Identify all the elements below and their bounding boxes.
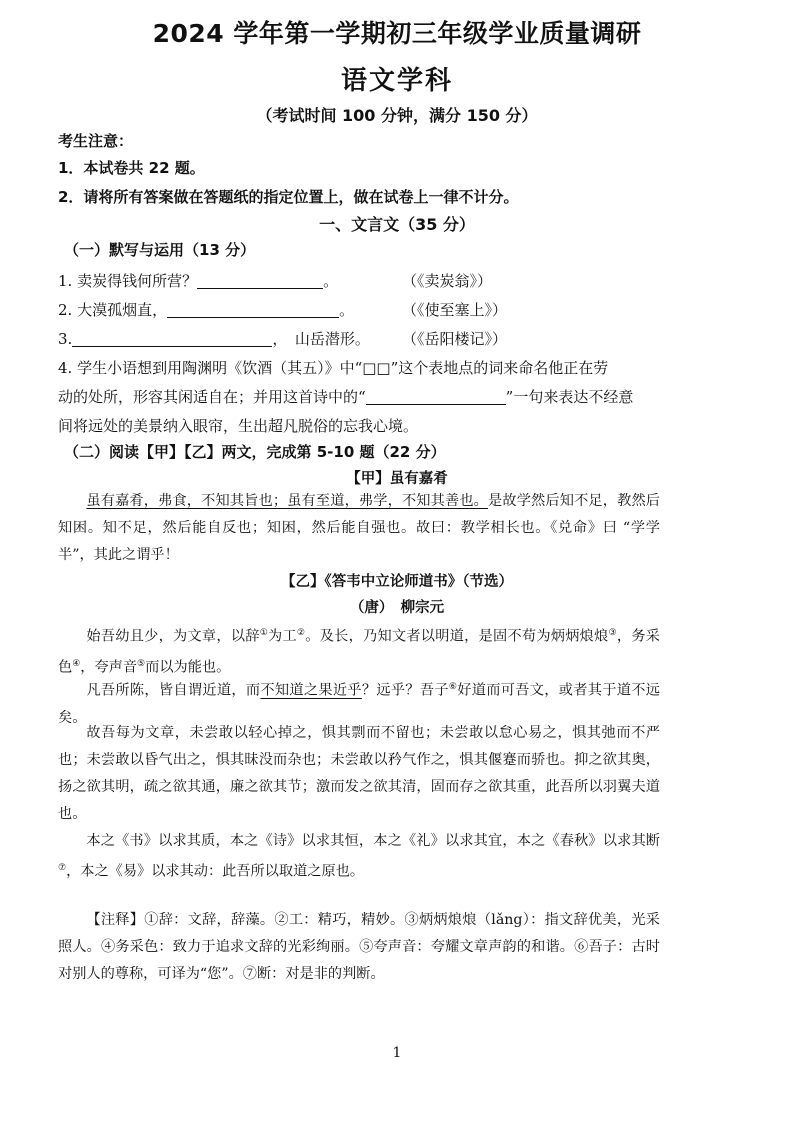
answer-blank	[167, 302, 339, 318]
yi-p1-a: 始吾幼且少，为文章，以辞	[86, 628, 260, 645]
yi-p1-e: ，夸声音	[80, 659, 138, 676]
footnote-4: ④	[72, 658, 81, 669]
q2-text: 2. 大漠孤烟直，	[58, 301, 168, 319]
q2-source: （《使至塞上》）	[402, 301, 508, 319]
jia-passage	[58, 488, 660, 569]
q3-suffix: ， 山岳潜形。	[272, 330, 370, 348]
footnote-7: ⑦	[58, 863, 67, 873]
yi-paragraph-4	[58, 828, 660, 886]
q1-text: 1. 卖炭得钱何所营？	[58, 272, 198, 290]
yi-p1-d: ，务采色	[58, 628, 660, 676]
question-3	[58, 328, 370, 349]
q4-text-a: 动的处所，形容其闲适自在；并用这首诗中的“	[58, 388, 366, 406]
footnote-2: ②	[296, 628, 306, 638]
q2-suffix: 。	[339, 301, 355, 319]
footnote-3: ③	[608, 628, 617, 638]
yi-paragraph-1	[58, 620, 660, 681]
jia-underlined-sentence: 虽有嘉肴，弗食，不知其旨也；虽有至道，弗学，不知其善也。	[86, 493, 489, 509]
exam-title: 2024 学年第一学期初三年级学业质量调研	[152, 19, 642, 48]
yi-p2-c: 好道而可吾文，或者其于道不远矣。	[58, 682, 660, 726]
q1-suffix: 。	[323, 272, 339, 290]
answer-blank	[366, 389, 506, 405]
notice-item-2: 2．请将所有答案做在答题纸的指定位置上，做在试卷上一律不计分。	[58, 188, 519, 206]
notice-heading: 考生注意：	[58, 132, 134, 150]
annotations: 【注释】①辞：文辞，辞藻。②工：精巧，精妙。③炳炳烺烺（lǎng）：指文辞优美，光采照人。④务采色：致力于追求文辞的光彩绚丽。⑤夸声音：夸耀文章声韵的和谐。⑥吾子：古时对别人的尊称，可译为“您”。⑦断：对是非的判断。	[58, 912, 660, 982]
footnote-1: ①	[259, 628, 269, 638]
section-1-title: 一、文言文（35 分）	[319, 215, 475, 234]
yi-title: 【乙】《答韦中立论师道书》（节选）	[281, 573, 513, 590]
yi-underlined-phrase: 不知道之果近乎	[260, 682, 362, 699]
jia-passage-rest: 是故学然后知不足，教然后知困。知不足，然后能自反也；知困，然后能自强也。故曰：教学相长也。《兑命》曰 “学学半”，其此之谓乎！	[58, 493, 660, 563]
question-1	[58, 270, 338, 291]
answer-blank	[197, 273, 323, 289]
yi-author: （唐） 柳宗元	[349, 599, 445, 616]
part-1-title: （一）默写与运用（13 分）	[64, 241, 256, 259]
question-4-line-2	[58, 386, 633, 407]
jia-title: 【甲】虽有嘉肴	[346, 470, 448, 487]
part-2-title: （二）阅读【甲】【乙】两文，完成第 5-10 题（22 分）	[64, 443, 446, 461]
subject-title: 语文学科	[340, 66, 453, 96]
q3-source: （《岳阳楼记》）	[402, 330, 508, 348]
yi-p4-a: 本之《书》以求其质，本之《诗》以求其恒，本之《礼》以求其宜，本之《春秋》以求其断	[86, 833, 660, 849]
yi-paragraph-3: 故吾每为文章，未尝敢以轻心掉之，惧其剽而不留也；未尝敢以怠心易之，惧其弛而不严也；未尝敢以昏气出之，惧其昧没而杂也；未尝敢以矜气作之，惧其偃蹇而骄也。抑之欲其奥，扬之欲其明，疏之欲其通，廉之欲其节；激而发之欲其清，固而存之欲其重，此吾所以羽翼夫道也。	[58, 725, 660, 822]
question-4-line-3: 间将远处的美景纳入眼帘，生出超凡脱俗的忘我心境。	[58, 417, 419, 435]
yi-p2-a: 凡吾所陈，皆自谓近道，而	[86, 682, 261, 699]
footnote-5: ⑤	[137, 658, 146, 669]
q4-text-b: ”一句来表达不经意	[505, 388, 634, 406]
yi-p1-b: 为工	[268, 628, 297, 645]
yi-p1-c: 。及长，乃知文者以明道，是固不苟为炳炳烺烺	[305, 628, 609, 645]
page-number: 1	[392, 1045, 402, 1061]
question-2	[58, 299, 354, 320]
q1-source: （《卖炭翁》）	[402, 272, 493, 290]
question-4-line-1: 4. 学生小语想到用陶渊明《饮酒（其五）》中“□□”这个表地点的词来命名他正在劳	[58, 359, 609, 377]
footnote-6: ⑥	[448, 682, 458, 692]
exam-info: （考试时间 100 分钟，满分 150 分）	[256, 106, 538, 125]
yi-p1-f: 而以为能也。	[145, 659, 231, 676]
yi-p2-b: ？远乎？吾子	[361, 682, 449, 699]
q3-text: 3.	[58, 330, 73, 348]
notice-item-1: 1．本试卷共 22 题。	[58, 159, 205, 177]
yi-p4-b: ，本之《易》以求其动：此吾所以取道之原也。	[66, 863, 365, 880]
answer-blank	[72, 331, 272, 347]
